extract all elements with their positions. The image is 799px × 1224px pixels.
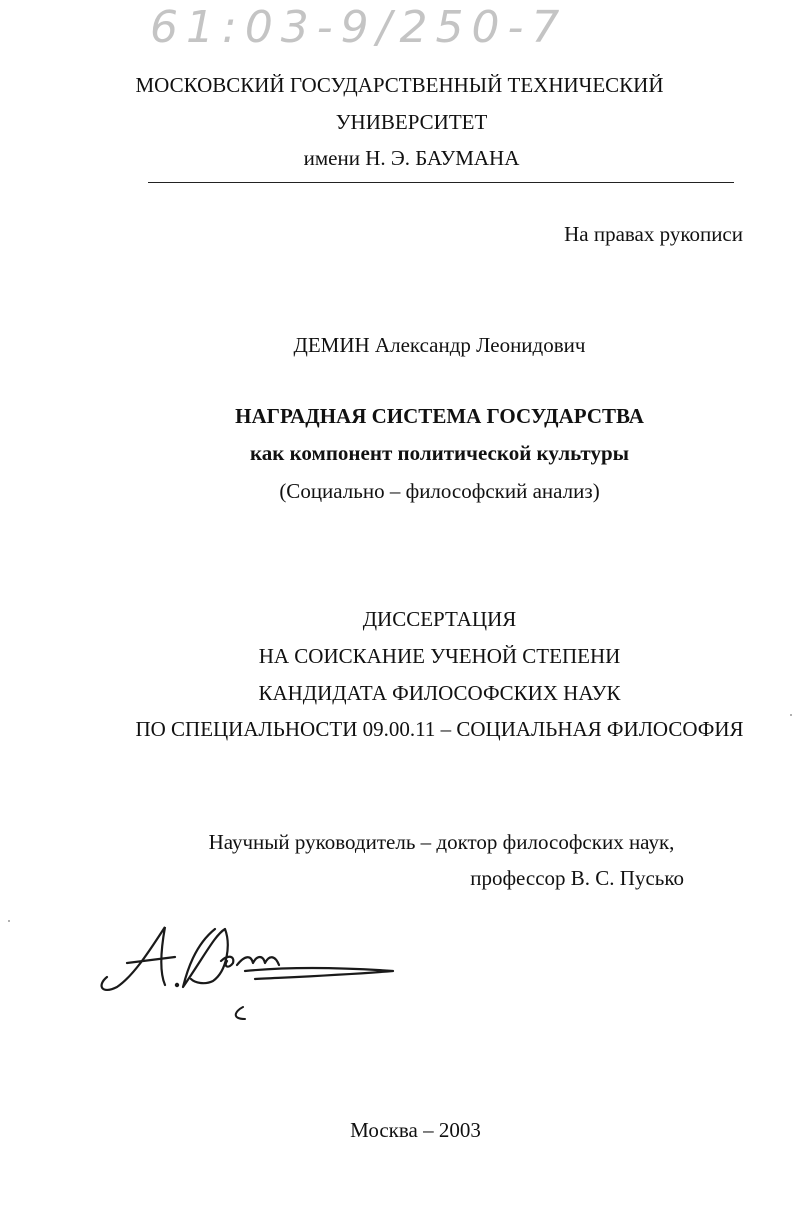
city-year: Москва – 2003 [350,1118,481,1142]
scan-speck [790,714,792,716]
supervisor-line1: Научный руководитель – доктор философских наук, [208,830,675,854]
handwritten-signature [95,915,405,1030]
university-name-line3: имени Н. Э. БАУМАНА [303,146,520,170]
analysis-type: (Социально – философский анализ) [279,479,600,503]
archive-stamp: 61:03-9/250-7 [150,2,568,53]
university-name-line2: УНИВЕРСИТЕТ [335,110,488,134]
author-name: ДЕМИН Александр Леонидович [293,333,586,357]
degree-field-line: КАНДИДАТА ФИЛОСОФСКИХ НАУК [258,681,621,705]
degree-line: НА СОИСКАНИЕ УЧЕНОЙ СТЕПЕНИ [258,644,621,668]
dissertation-label: ДИССЕРТАЦИЯ [362,607,517,631]
university-name-line1: МОСКОВСКИЙ ГОСУДАРСТВЕННЫЙ ТЕХНИЧЕСКИЙ [135,73,664,97]
dissertation-title: НАГРАДНАЯ СИСТЕМА ГОСУДАРСТВА [235,404,644,428]
header-divider [148,182,734,183]
scan-speck [8,920,10,922]
dissertation-subtitle: как компонент политической культуры [249,441,630,465]
supervisor-line2: профессор В. С. Пусько [470,866,684,890]
specialty-line: ПО СПЕЦИАЛЬНОСТИ 09.00.11 – СОЦИАЛЬНАЯ ФИЛОСОФИЯ [135,717,744,741]
manuscript-rights-note: На правах рукописи [564,222,743,246]
